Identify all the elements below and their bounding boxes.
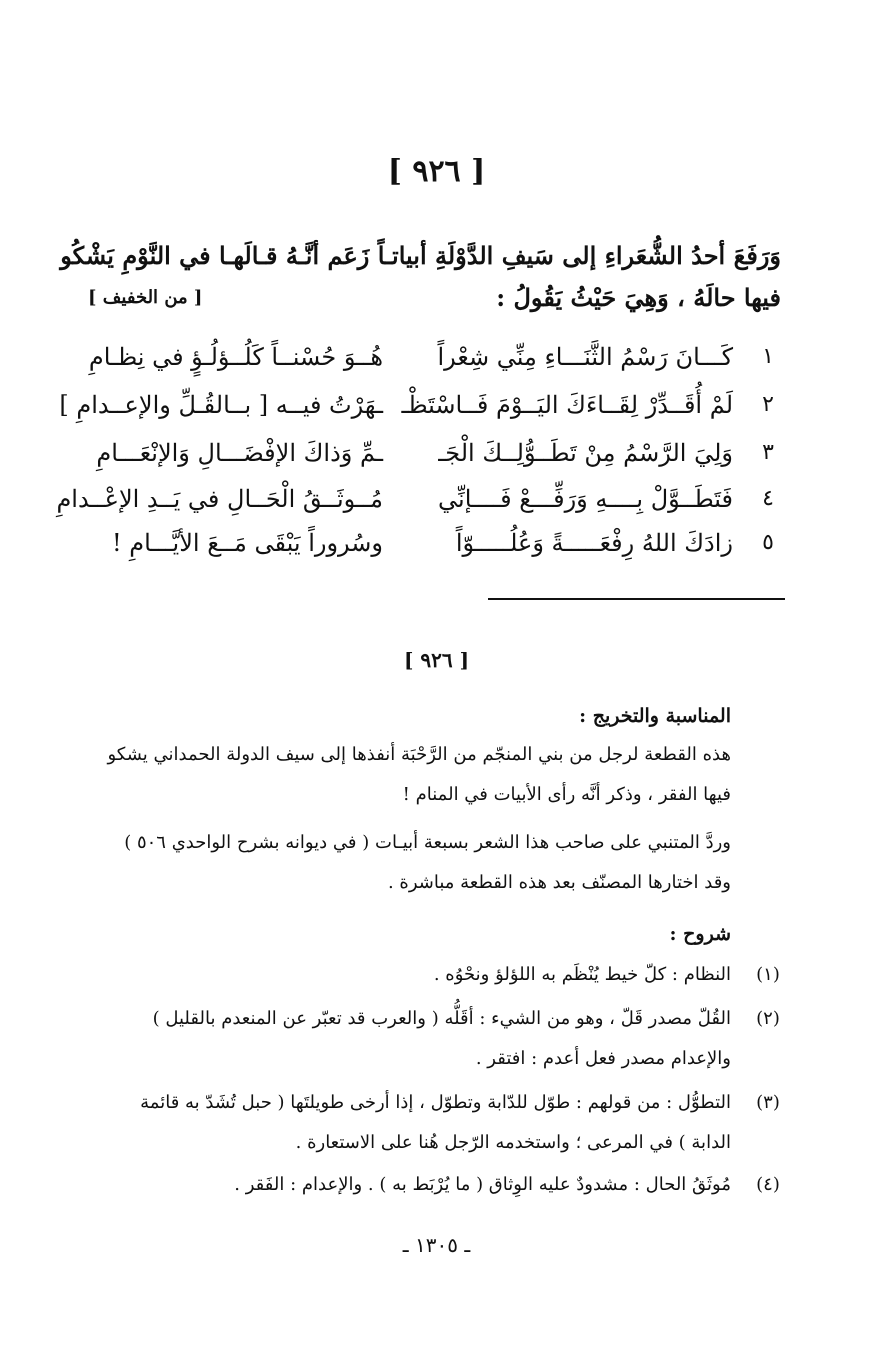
- takhrij-line: فيها الفقر ، وذكر أنَّه رأى الأبيات في المنام !: [402, 784, 731, 805]
- footnote-divider: [488, 598, 785, 600]
- verse-number: ١: [762, 344, 774, 369]
- verse-number: ٤: [762, 486, 774, 511]
- verse-row: [83, 520, 783, 566]
- note-number: (٣): [756, 1092, 780, 1113]
- verse-row: [83, 334, 783, 380]
- takhrij-line: هذه القطعة لرجل من بني المنجّم من الرَّحْبَة أنفذها إلى سيف الدولة الحمداني يشكو: [107, 744, 731, 765]
- verse-first-hemistich: وَلِيَ الرَّسْمُ مِنْ تَطَــوُّلِــكَ الْجَـ: [438, 439, 733, 467]
- note-line: القُلّ مصدر قَلّ ، وهو من الشيء : أقَلُّه ( والعرب قد تعبّر عن المنعدم بالقليل ): [152, 1008, 731, 1029]
- poem-number: [ ٩٢٦ ]: [387, 154, 486, 189]
- page-number: ـ ١٣٠٥ ـ: [402, 1233, 471, 1257]
- commentary-number: [ ٩٢٦ ]: [403, 648, 470, 672]
- verse-second-hemistich: وسُروراً يَبْقَى مَــعَ الأيَّـــامِ !: [111, 529, 383, 557]
- note-number: (١): [756, 964, 780, 985]
- verse-row: [83, 430, 783, 476]
- verse-number: ٢: [762, 392, 774, 417]
- verse-first-hemistich: كَـــانَ رَسْمُ الثَّنَـــاءِ مِنِّي شِعْراً: [437, 343, 733, 371]
- verse-first-hemistich: زادَكَ اللهُ رِفْعَـــــةً وَعُلُـــــوّاً: [455, 529, 733, 557]
- verse-second-hemistich: مُــوثَــقُ الْحَــالِ في يَــدِ الإعْــدامِ: [56, 485, 383, 513]
- verse-first-hemistich: فَتَطَــوَّلْ بِــــهِ وَرَفِّـــعْ فَــــإنِّي: [438, 485, 733, 513]
- verse-first-hemistich: لَمْ أُقَــدِّرْ لِقَــاءَكَ اليَــوْمَ فَــاسْتَظْـ: [401, 391, 733, 419]
- note-line: والإعدام مصدر فعل أعدم : افتقر .: [475, 1048, 731, 1069]
- verse-number: ٣: [762, 440, 774, 465]
- intro-line-1: وَرَفَعَ أحدُ الشُّعَراءِ إلى سَيفِ الدَّوْلَةِ أبياتـاً زَعَم أنَّـهُ قـالَهـا في النَّوْمِ يَشْكُو: [60, 241, 781, 270]
- verse-second-hemistich: هُــوَ حُسْنــاً كَلُــؤلُـؤٍ في نِظـامِ: [88, 343, 383, 371]
- takhrij-heading: المناسبة والتخريج :: [579, 705, 731, 727]
- verse-row: [59, 382, 783, 428]
- note-number: (٤): [756, 1174, 780, 1195]
- note-line: الدابة ) في المرعى ؛ واستخدمه الرّجل هُنا على الاستعارة .: [295, 1132, 731, 1153]
- verse-second-hemistich: ـمِّ وَذاكَ الإفْضَـــالِ وَالإنْعَـــامِ: [96, 439, 383, 467]
- verse-number: ٥: [762, 530, 774, 555]
- takhrij-line: وردَّ المتنبي على صاحب هذا الشعر بسبعة أبيـات ( في ديوانه بشرح الواحدي ٥٠٦ ): [124, 832, 731, 853]
- shuruh-heading: شروح :: [669, 923, 731, 945]
- verse-second-hemistich: ـهَرْتُ فيــه [ بــالقُـلِّ والإعــدامِ ]: [59, 391, 383, 419]
- takhrij-line: وقد اختارها المصنّف بعد هذه القطعة مباشرة .: [387, 872, 731, 893]
- note-line: التطوُّل : من قولهم : طوّل للدّابة وتطوّل ، إذا أرخى طويلتَها ( حبل تُشَدّ به قائمة: [140, 1092, 731, 1113]
- meter-label: [ من الخفيف ]: [88, 287, 203, 308]
- intro-line-2: فيها حالَهُ ، وَهِيَ حَيْثُ يَقُولُ :: [496, 283, 781, 312]
- note-line: النظام : كلّ خيط يُنْظَم به اللؤلؤ ونحْوُه .: [433, 964, 731, 985]
- note-number: (٢): [756, 1008, 780, 1029]
- verse-row: [56, 476, 783, 522]
- note-line: مُوثَقُ الحال : مشدودٌ عليه الوِثاق ( ما يُرْبَط به ) . والإعدام : الفَقر .: [234, 1174, 731, 1195]
